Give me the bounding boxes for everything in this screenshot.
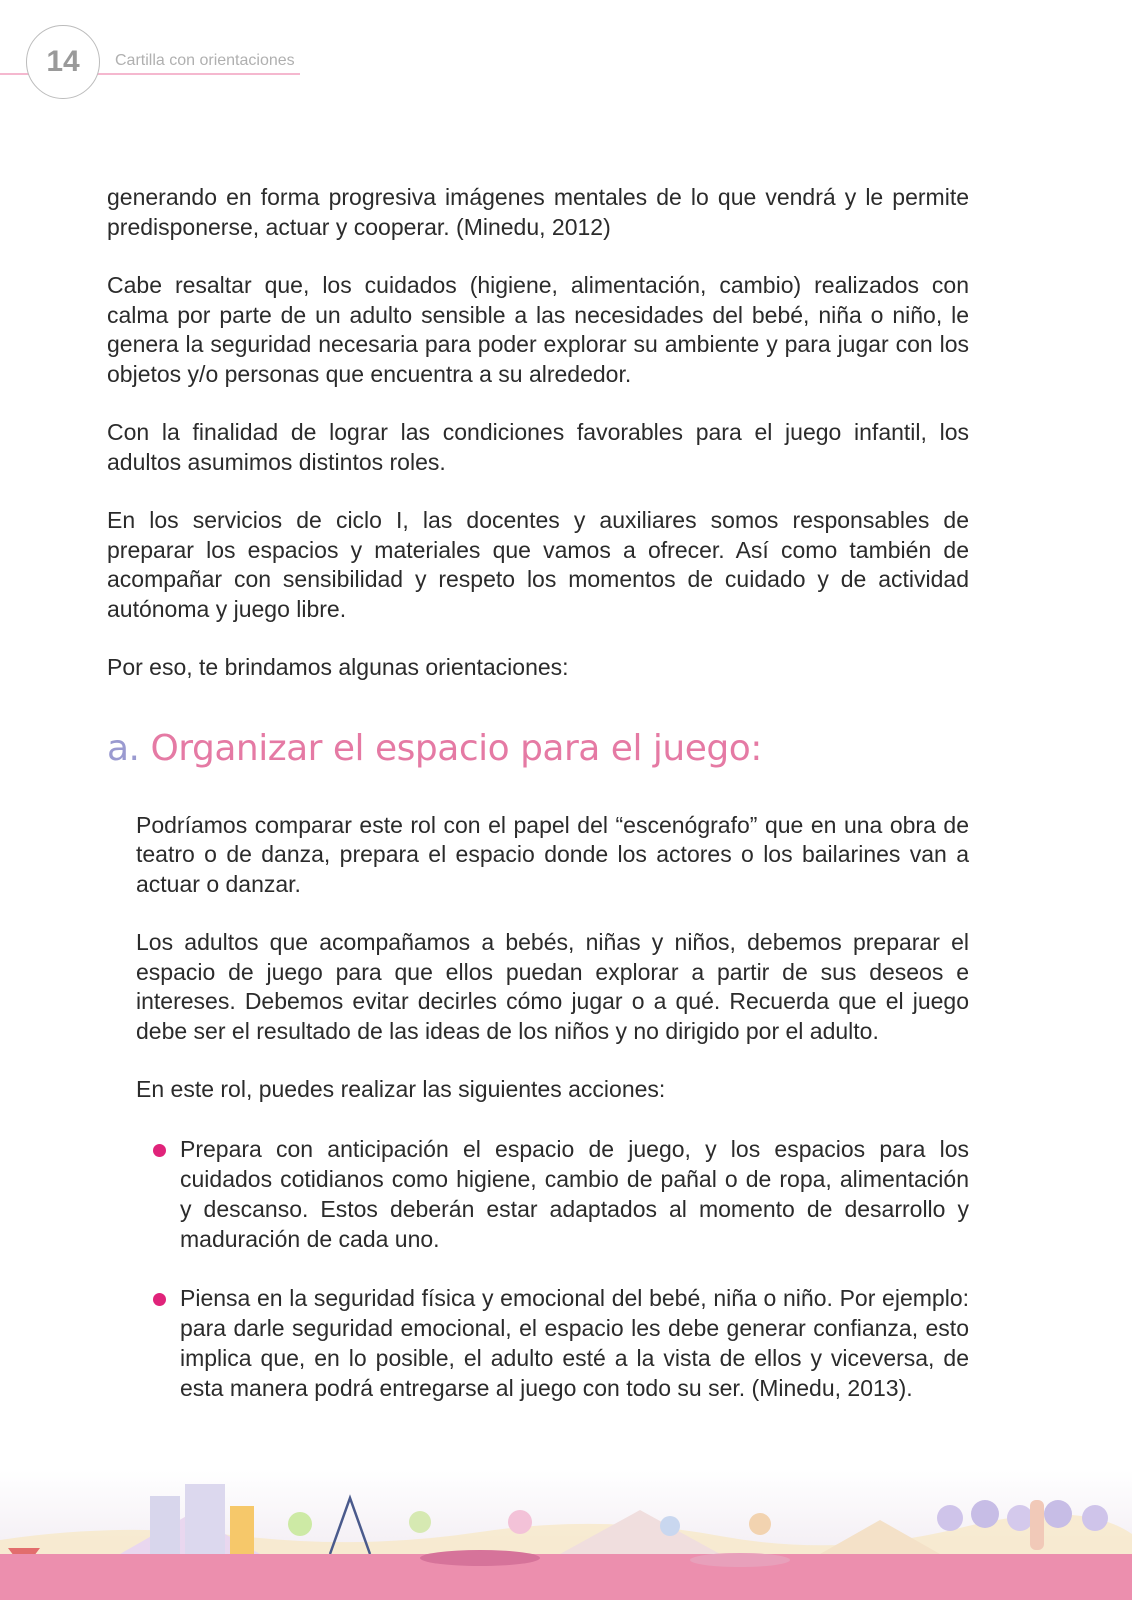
section-paragraph: Los adultos que acompañamos a bebés, niñas y niños, debemos preparar el espacio de juego para que ellos puedan explorar a partir de sus deseos e intereses. Debemos evitar decirles cómo jugar o a qué. Recuerda que el juego debe ser el resultado de las ideas de los niños y no dirigido por el adulto. <box>136 929 969 1044</box>
body-paragraph: Con la finalidad de lograr las condiciones favorables para el juego infantil, los adultos asumimos distintos roles. <box>107 419 969 475</box>
page-number: 14 <box>46 45 80 78</box>
section-body <box>107 811 969 1403</box>
action-list <box>136 1134 969 1403</box>
list-item <box>180 1283 969 1403</box>
body-paragraph: generando en forma progresiva imágenes mentales de lo que vendrá y le permite predisponerse, actuar y cooperar. (Minedu, 2012) <box>107 184 969 240</box>
page-number-badge <box>26 25 100 99</box>
section-title: Organizar el espacio para el juego: <box>150 727 762 769</box>
section-paragraph: Podríamos comparar este rol con el papel del “escenógrafo” que en una obra de teatro o de danza, prepara el espacio donde los actores o los bailarines van a actuar o danzar. <box>136 811 969 897</box>
list-item <box>180 1134 969 1254</box>
body-paragraph: Cabe resaltar que, los cuidados (higiene, alimentación, cambio) realizados con calma por parte de un adulto sensible a las necesidades del bebé, niña o niño, le genera la seguridad necesaria para poder explorar su ambiente y para jugar con los objetos y/o personas que encuentra a su alrededor. <box>107 272 969 387</box>
list-item-text: Prepara con anticipación el espacio de juego, y los espacios para los cuidados cotidianos como higiene, cambio de pañal o de ropa, alimentación y descanso. Estos deberán estar adaptados al momento de desarrollo y maduración de cada uno. <box>180 1135 969 1252</box>
body-paragraph: Por eso, te brindamos algunas orientaciones: <box>107 654 569 680</box>
section-heading <box>107 729 969 769</box>
bullet-dot-icon <box>153 1293 166 1306</box>
section-paragraph: En este rol, puedes realizar las siguientes acciones: <box>136 1076 666 1102</box>
list-item-text: Piensa en la seguridad física y emocional del bebé, niña o niño. Por ejemplo: para darle seguridad emocional, el espacio les debe generar confianza, esto implica que, en lo posible, el adulto esté a la vista de ellos y viceversa, de esta manera podrá entregarse al juego con todo su ser. (Minedu, 2013). <box>180 1284 969 1401</box>
running-title: Cartilla con orientaciones <box>115 52 295 69</box>
page-content <box>107 183 969 1432</box>
section-marker: a. <box>107 727 140 769</box>
footer-illustration <box>0 1470 1132 1600</box>
body-paragraph: En los servicios de ciclo I, las docentes y auxiliares somos responsables de preparar los espacios y materiales que vamos a ofrecer. Así como también de acompañar con sensibilidad y respeto los momentos de cuidado y de actividad autónoma y juego libre. <box>107 507 969 622</box>
bullet-dot-icon <box>153 1144 166 1157</box>
